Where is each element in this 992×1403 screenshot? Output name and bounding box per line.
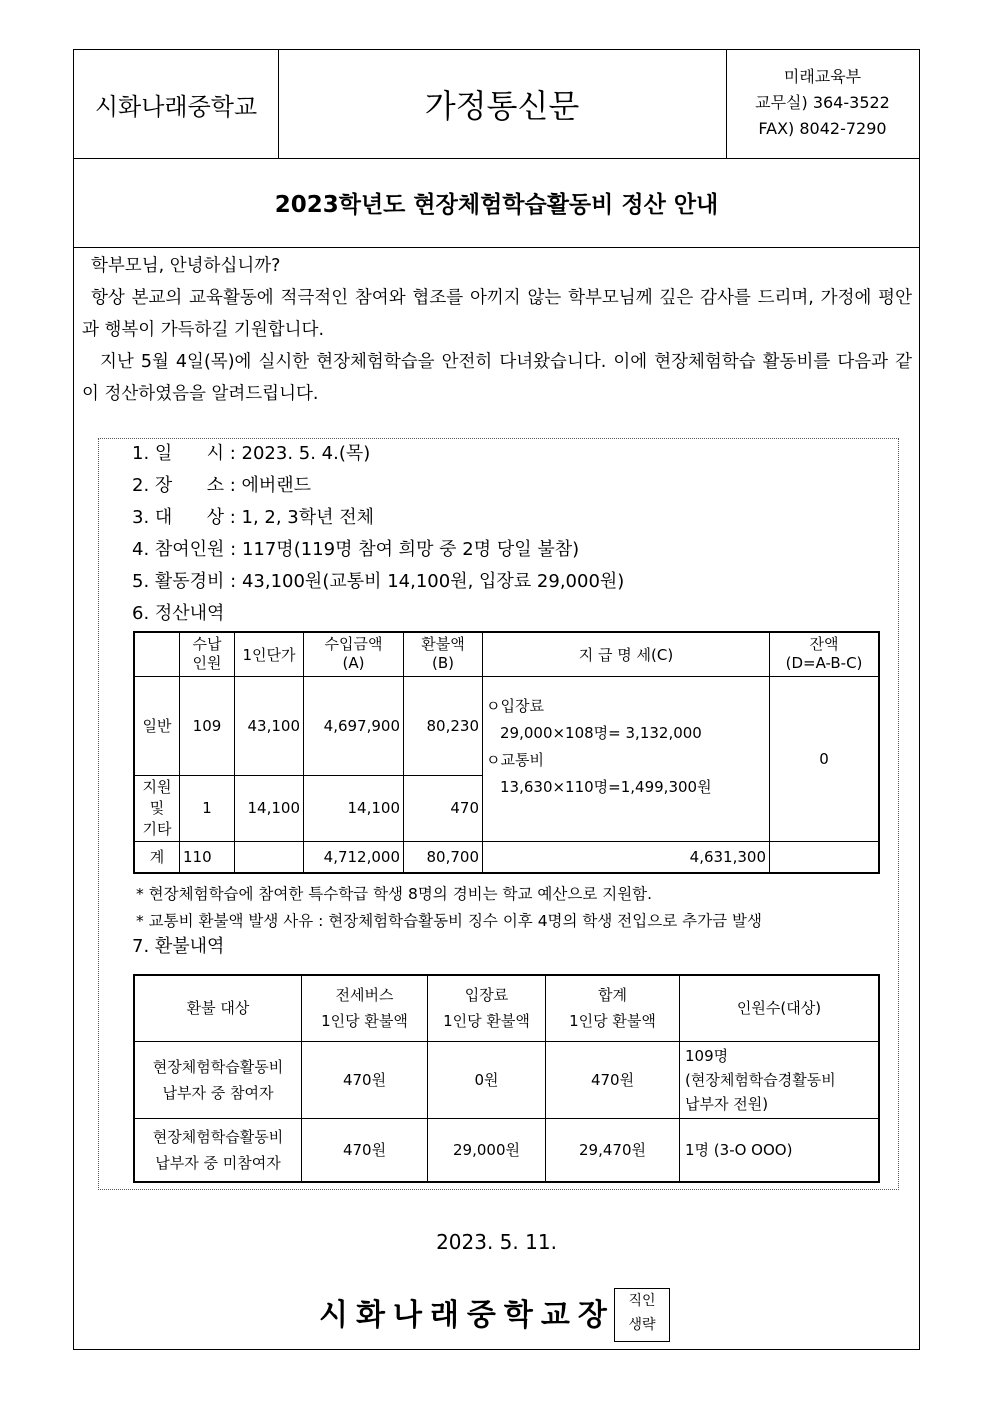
r2-people: 1명 (3-O OOO) [680, 1118, 880, 1182]
detail-bus: ㅇ교통비 [486, 750, 544, 769]
r1-refund: 80,230 [404, 676, 483, 775]
r1-count: 109 [180, 676, 235, 775]
document-frame [73, 49, 920, 1350]
note-2: * 교통비 환불액 발생 사유 : 현장체험학습활동비 징수 이후 4명의 학생 전입으로 추가금 발생 [136, 912, 762, 930]
item-place: 2. 장 소 : 에버랜드 [132, 475, 312, 496]
detail-bus-calc: 13,630×110명=1,499,300원 [500, 777, 712, 796]
intro-greeting: 학부모님, 안녕하십니까? [91, 256, 281, 276]
r1-sum: 470원 [546, 1041, 680, 1118]
contact-info [726, 64, 919, 142]
r1-target: 현장체험학습활동비 납부자 중 참여자 [134, 1041, 302, 1118]
tot-detail: 4,631,300 [483, 841, 770, 873]
item-participants: 4. 참여인원 : 117명(119명 참여 희망 중 2명 당일 불참) [132, 539, 580, 560]
r2-sum: 29,470원 [546, 1118, 680, 1182]
h-unit: 1인단가 [235, 632, 304, 676]
r2-ticket: 29,000원 [428, 1118, 546, 1182]
dept: 미래교육부 [783, 67, 862, 86]
balance: 0 [770, 676, 880, 841]
principal-signature: 시화나래중학교장 [319, 1298, 615, 1333]
header [74, 50, 919, 159]
r2-refund: 470 [404, 775, 483, 841]
refund-table [133, 974, 880, 1183]
fax: FAX) 8042-7290 [758, 119, 887, 138]
r2-bus: 470원 [302, 1118, 428, 1182]
item-cost: 5. 활동경비 : 43,100원(교통비 14,100원, 입장료 29,000원) [132, 571, 625, 592]
h-target: 환불 대상 [134, 975, 302, 1041]
r1-income: 4,697,900 [304, 676, 404, 775]
intro [82, 250, 912, 410]
school-name: 시화나래중학교 [74, 50, 279, 158]
seal-stamp: 직인 생략 [614, 1288, 670, 1342]
section-7-title: 7. 환불내역 [132, 936, 225, 957]
doc-type: 가정통신문 [278, 50, 727, 158]
h-count: 수납 인원 [180, 632, 235, 676]
detail-ticket-calc: 29,000×108명= 3,132,000 [500, 723, 702, 742]
tot-refund: 80,700 [404, 841, 483, 873]
h-balance: 잔액 (D=A-B-C) [770, 632, 880, 676]
intro-para-2: 지난 5월 4일(목)에 실시한 현장체험학습을 안전히 다녀왔습니다. 이에 현장체험학습 활동비를 다음과 같이 정산하였음을 알려드립니다. [82, 352, 912, 404]
intro-para-1: 항상 본교의 교육활동에 적극적인 참여와 협조를 아끼지 않는 학부모님께 깊은 감사를 드리며, 가정에 평안과 행복이 가득하길 기원합니다. [82, 288, 912, 340]
h-income: 수입금액 (A) [304, 632, 404, 676]
h-people: 인원수(대상) [680, 975, 880, 1041]
item-target: 3. 대 상 : 1, 2, 3학년 전체 [132, 507, 375, 528]
item-settlement: 6. 정산내역 [132, 603, 225, 624]
phone: 교무실) 364-3522 [755, 93, 890, 112]
items-list [132, 438, 624, 630]
settlement-table [133, 631, 880, 874]
tot-count: 110 [180, 841, 235, 873]
r1-label: 일반 [134, 676, 180, 775]
tot-label: 계 [134, 841, 180, 873]
issue-date: 2023. 5. 11. [436, 1230, 557, 1254]
h-refund: 환불액 (B) [404, 632, 483, 676]
h-detail: 지 급 명 세(C) [483, 632, 770, 676]
detail-ticket: ㅇ입장료 [486, 696, 544, 715]
h-bus: 전세버스 1인당 환불액 [302, 975, 428, 1041]
r2-target: 현장체험학습활동비 납부자 중 미참여자 [134, 1118, 302, 1182]
detail-cell [483, 676, 770, 841]
r2-label: 지원 및 기타 [134, 775, 180, 841]
tot-income: 4,712,000 [304, 841, 404, 873]
r1-people: 109명 (현장체험학습경활동비 납부자 전원) [680, 1041, 880, 1118]
r1-unit: 43,100 [235, 676, 304, 775]
r1-bus: 470원 [302, 1041, 428, 1118]
note-1: * 현장체험학습에 참여한 특수학급 학생 8명의 경비는 학교 예산으로 지원함. [136, 885, 653, 903]
item-date: 1. 일 시 : 2023. 5. 4.(목) [132, 443, 371, 464]
r1-ticket: 0원 [428, 1041, 546, 1118]
r2-unit: 14,100 [235, 775, 304, 841]
r2-income: 14,100 [304, 775, 404, 841]
h-sum: 합계 1인당 환불액 [546, 975, 680, 1041]
r2-count: 1 [180, 775, 235, 841]
page-title: 2023학년도 현장체험학습활동비 정산 안내 [74, 158, 919, 248]
h-ticket: 입장료 1인당 환불액 [428, 975, 546, 1041]
